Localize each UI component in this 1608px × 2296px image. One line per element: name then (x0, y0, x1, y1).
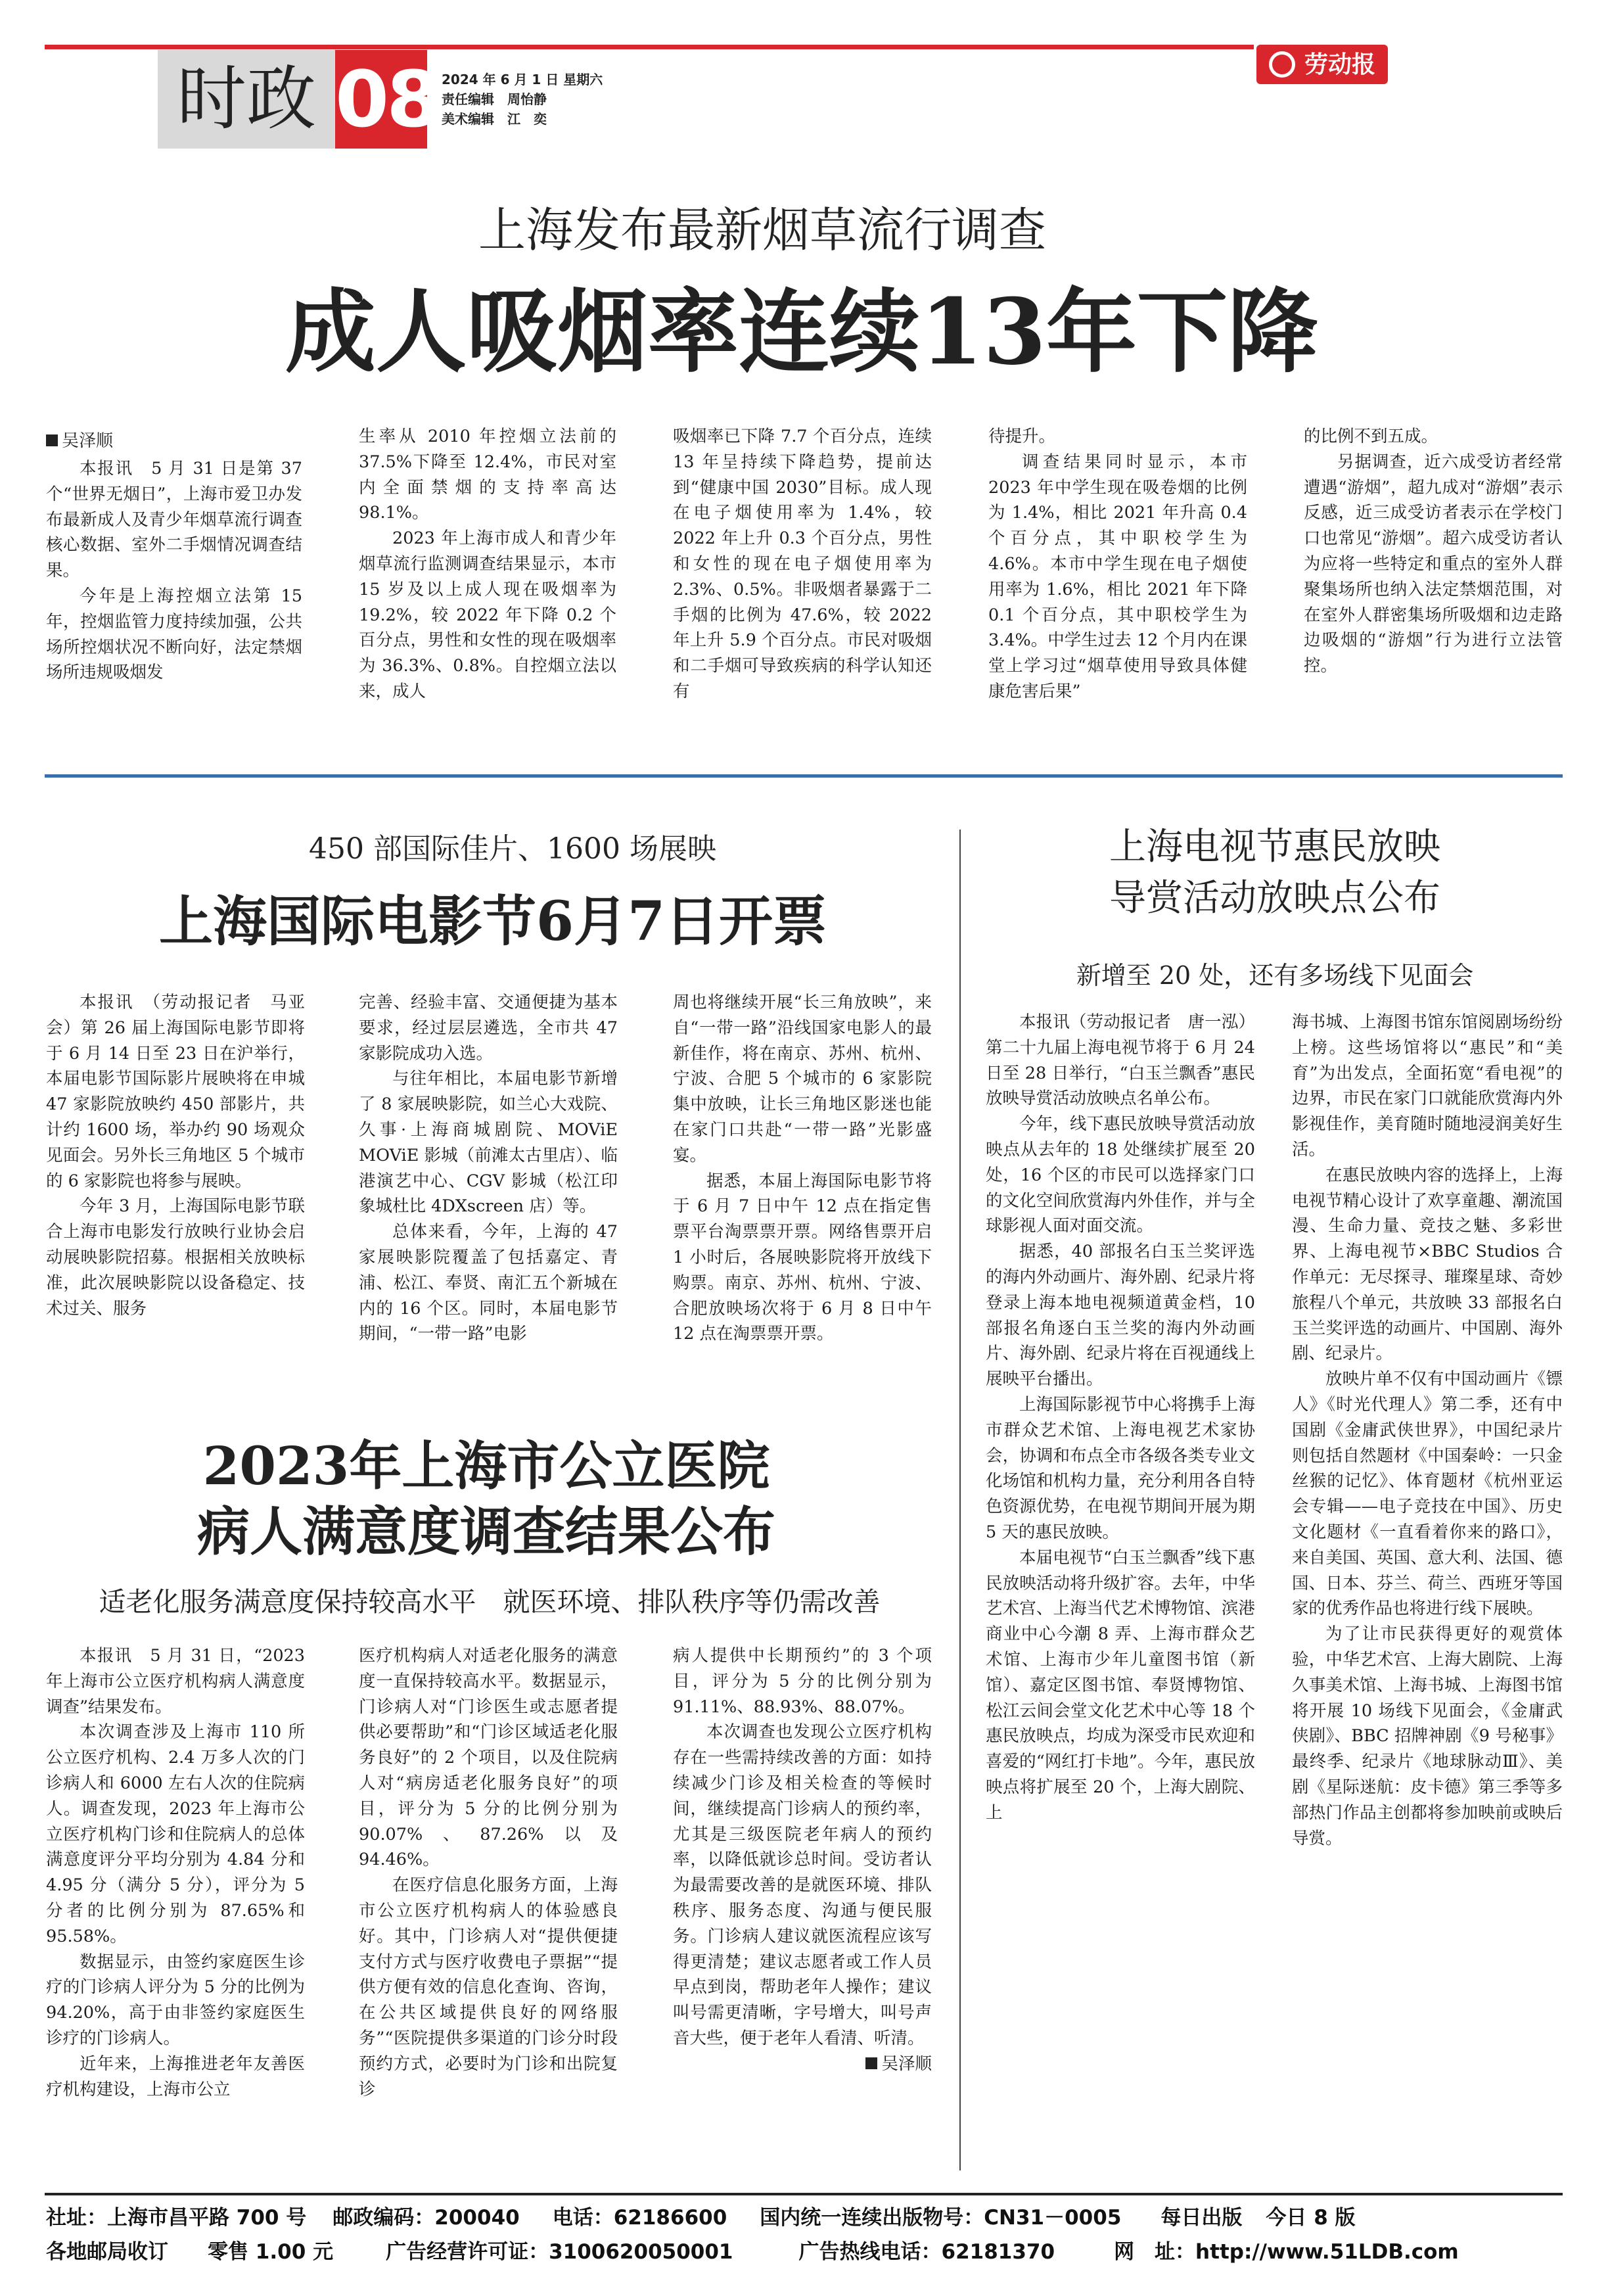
section-label: 时政 (158, 50, 335, 149)
column-divider (959, 830, 961, 2170)
article1-column-2: 生率从 2010 年控烟立法前的 37.5%下降至 12.4%，市民对室内全面禁烟的支持率高达 98.1%。 2023 年上海市成人和青少年烟草流行监测调查结果显示，本市 15 岁及以上成人现在吸烟率为 19.2%，较 2022 年下降 0.2 个百分点，男性和女性的现在吸烟率为 36.3%、0.8%。自控烟立法以来，成人 (359, 427, 616, 701)
footer-price: 零售 1.00 元 (208, 2240, 334, 2264)
article4-subhead: 适老化服务满意度保持较高水平 就医环境、排队秩序等仍需改善 (99, 1586, 881, 1618)
section-divider (45, 774, 1563, 778)
article4-headline-line1: 2023年上海市公立医院 (202, 1435, 770, 1497)
article4-headline-line2: 病人满意度调查结果公布 (197, 1501, 775, 1562)
article3-subhead: 新增至 20 处，还有多场线下见面会 (1076, 961, 1474, 990)
article1-column-5: 的比例不到五成。 另据调查，近六成受访者经常遭遇“游烟”，超九成对“游烟”表示反感，近三成受访者表示在学校门口也常见“游烟”。超六成受访者认为应将一些特定和重点的室外人群聚集场所也纳入法定禁烟范围，对在室外人群密集场所吸烟和边走路边吸烟的“游烟”行为进行立法管控。 (1304, 427, 1563, 676)
article3-column-2: 海书城、上海图书馆东馆阅剧场纷纷上榜。这些场馆将以“惠民”和“美育”为出发点，全面拓宽“看电视”的边界，市民在家门口就能欣赏海内外影视佳作，美育随时随地浸润美好生活。 在惠民放映内容的选择上，上海电视节精心设计了欢享童趣、潮流国漫、生命力量、竞技之魅、多彩世界、上海电视节×BBC Studios 合作单元：无尽探寻、璀璨星球、奇妙旅程八个单元，共放映 33 部报名白玉兰奖评选的动画片、中国剧、海外剧、纪录片。 放映片单不仅有中国动画片《镖人》《时光代理人》第二季，还有中国剧《金庸武侠世界》，中国纪录片则包括自然题材《中国秦岭：一只金丝猴的记忆》、体育题材《杭州亚运会专辑——电子竞技在中国》、历史文化题材《一直看着你来的路口》，来自美国、英国、意大利、法国、德国、日本、芬兰、荷兰、西班牙等国家的优秀作品也将进行线下展映。 为了让市民获得更好的观赏体验，中华艺术宫、上海大剧院、上海久事美术馆、上海书城、上海图书馆将开展 10 场线下见面会，《金庸武侠剧》、BBC 招牌神剧《9 号秘事》最终季、纪录片《地球脉动Ⅲ》、美剧《星际迷航：皮卡德》第三季等多部热门作品主创都将参加映前或映后导赏。 (1292, 1012, 1563, 1848)
article2-headline: 上海国际电影节6月7日开票 (158, 890, 827, 953)
footer-subscription: 各地邮局收订 (46, 2240, 168, 2264)
issue-date: 2024 年 6 月 1 日 星期六 (442, 72, 603, 87)
article1-byline: 吴泽顺 (46, 427, 113, 452)
article2-column-2: 完善、经验丰富、交通便捷为基本要求，经过层层遴选，全市共 47 家影院成功入选。 与往年相比，本届电影节新增了 8 家展映影院，如兰心大戏院、久事·上海商城剧院、MOViE MOViE 影城（前滩太古里店）、临港演艺中心、CGV 影城（松江印象城杜比 4DXscreen 店）等。 总体来看，今年，上海的 47 家展映影院覆盖了包括嘉定、青浦、松江、奉贤、南汇五个新城在内的 16 个区。同时，本届电影节期间，“一带一路”电影 (359, 993, 618, 1344)
article4-column-2: 医疗机构病人对适老化服务的满意度一直保持较高水平。数据显示，门诊病人对“门诊医生或志愿者提供必要帮助”和“门诊区域适老化服务良好”的 2 个项目，以及住院病人对“病房适老化服务良好”的项目，评分为 5 分的比例分别为 90.07%、87.26%以及 94.46%。 在医疗信息化服务方面，上海市公立医疗机构病人的体验感良好。其中，门诊病人对“提供便捷支付方式与医疗收费电子票据”“提供方便有效的信息化查询、咨询，在公共区域提供良好的网络服务”“医院提供多渠道的门诊分时段预约方式，必要时为门诊和出院复诊 (359, 1646, 618, 2099)
article4-byline: 吴泽顺 (673, 2051, 932, 2077)
top-red-rule (45, 45, 1254, 49)
footer-address: 社址：上海市昌平路 700 号 (46, 2206, 307, 2230)
page-number: 08 (335, 50, 427, 149)
footer-row-2 (46, 2235, 1459, 2264)
article4-column-1: 本报讯 5 月 31 日，“2023 年上海市公立医疗机构病人满意度调查”结果发布。 本次调查涉及上海市 110 所公立医疗机构、2.4 万多人次的门诊病人和 6000 左右人次的住院病人。调查发现，2023 年上海市公立医疗机构门诊和住院病人的总体满意度评分平均分别为 4.84 分和 4.95 分（满分 5 分），评分为 5 分者的比例分别为 87.65%和 95.58%。 数据显示，由签约家庭医生诊疗的门诊病人评分为 5 分的比例为 94.20%，高于由非签约家庭医生诊疗的门诊病人。 近年来，上海推进老年友善医疗机构建设，上海市公立 (46, 1646, 305, 2099)
article3-headline-line1: 上海电视节惠民放映 (1109, 826, 1440, 868)
newspaper-logo (1256, 45, 1388, 84)
byline-square-icon (46, 434, 58, 446)
article1-kicker: 上海发布最新烟草流行调查 (478, 202, 1046, 258)
article1-column-4: 待提升。 调查结果同时显示，本市 2023 年中学生现在吸卷烟的比例为 1.4%，相比 2021 年升高 0.4 个百分点，其中职校学生为 4.6%。本市中学生现在电子烟使用率为 1.6%，相比 2021 年下降 0.1 个百分点，其中职校学生为 3.4%。中学生过去 12 个月内在课堂上学习过“烟草使用导致具体健康危害后果” (988, 427, 1247, 701)
footer-rule (45, 2193, 1563, 2195)
article4-headline (53, 1433, 920, 1564)
article2-column-3: 周也将继续开展“长三角放映”，来自“一带一路”沿线国家电影人的最新佳作，将在南京、苏州、杭州、宁波、合肥 5 个城市的 6 家影院集中放映，让长三角地区影迷也能在家门口共赴“一带一路”光影盛宴。 据悉，本届上海国际电影节将于 6 月 7 日中午 12 点在指定售票平台淘票票开票。网络售票开启 1 小时后，各展映影院将开放线下购票。南京、苏州、杭州、宁波、合肥放映场次将于 6 月 8 日中午 12 点在淘票票开票。 (673, 993, 932, 1344)
article2-kicker: 450 部国际佳片、1600 场展映 (309, 832, 716, 866)
footer-ad-hotline: 广告热线电话：62181370 (798, 2240, 1055, 2264)
footer-ad-license: 广告经营许可证：3100620050001 (386, 2240, 733, 2264)
article2-column-1: 本报讯 （劳动报记者 马亚会）第 26 届上海国际电影节即将于 6 月 14 日至 23 日在沪举行，本届电影节国际影片展映将在申城 47 家影院放映约 450 部影片，共计约 1600 场，举办约 90 场观众见面会。另外长三角地区 5 个城市的 6 家影院也将参与展映。 今年 3 月，上海国际电影节联合上海市电影发行放映行业协会启动展映影院招募。根据相关放映标准，此次展映影院以设备稳定、技术过关、服务 (46, 993, 305, 1319)
editor-credit: 责任编辑 周怡静 (442, 91, 547, 107)
footer-postcode: 邮政编码：200040 (333, 2206, 520, 2230)
article3-headline-line2: 导赏活动放映点公布 (1109, 877, 1440, 920)
footer-row-1 (46, 2201, 1356, 2230)
article1-headline: 成人吸烟率连续13年下降 (285, 278, 1319, 385)
article1-column-1: 本报讯 5 月 31 日是第 37 个“世界无烟日”，上海市爱卫办发布最新成人及青少年烟草流行调查核心数据、室外二手烟情况调查结果。 今年是上海控烟立法第 15 年，控烟监管力度持续加强，公共场所控烟状况不断向好，法定禁烟场所违规吸烟发 (46, 459, 302, 683)
laodongbao-logo-icon (1269, 51, 1295, 78)
footer-cn-number: 国内统一连续出版物号：CN31－0005 (760, 2206, 1122, 2230)
footer-pages: 今日 8 版 (1266, 2206, 1356, 2230)
footer-frequency: 每日出版 (1160, 2206, 1243, 2230)
footer-website[interactable]: 网 址：http://www.51LDB.com (1114, 2240, 1459, 2264)
article3-headline (986, 822, 1564, 924)
masthead-meta (442, 70, 603, 129)
footer-phone: 电话：62186600 (552, 2206, 727, 2230)
article3-column-1: 本报讯（劳动报记者 唐一泓）第二十九届上海电视节将于 6 月 24 日至 28 日举行，“白玉兰飘香”惠民放映导赏活动放映点名单公布。 今年，线下惠民放映导赏活动放映点从去年的 18 处继续扩展至 20 处，16 个区的市民可以选择家门口的文化空间欣赏海内外佳作，并与全球影视人面对面交流。 据悉，40 部报名白玉兰奖评选的海内外动画片、海外剧、纪录片将登录上海本地电视频道黄金档，10 部报名角逐白玉兰奖的海内外动画片、海外剧、纪录片将在百视通线上展映平台播出。 上海国际影视节中心将携手上海市群众艺术馆、上海电视艺术家协会，协调和布点全市各级各类专业文化场馆和机构力量，充分利用各自特色资源优势，在电视节期间开展为期 5 天的惠民放映。 本届电视节“白玉兰飘香”线下惠民放映活动将升级扩容。去年，中华艺术宫、上海当代艺术博物馆、滨港商业中心今潮 8 弄、上海市群众艺术馆、上海市少年儿童图书馆（新馆）、嘉定区图书馆、奉贤博物馆、松江云间会堂文化艺术中心等 18 个惠民放映点，均成为深受市民欢迎和喜爱的“网红打卡地”。今年，惠民放映点将扩展至 20 个，上海大剧院、上 (986, 1012, 1255, 1823)
article1-column-3: 吸烟率已下降 7.7 个百分点，连续 13 年呈持续下降趋势，提前达到“健康中国 2030”目标。成人现在电子烟使用率为 1.4%，较 2022 年上升 0.3 个百分点，男性和女性的现在电子烟使用率为 2.3%、0.5%。非吸烟者暴露于二手烟的比例为 47.6%，较 2022 年上升 5.9 个百分点。市民对吸烟和二手烟可导致疾病的科学认知还有 (673, 427, 932, 701)
art-editor-credit: 美术编辑 江 奕 (442, 111, 547, 127)
byline-square-icon (865, 2057, 877, 2069)
article4-column-3: 病人提供中长期预约”的 3 个项目，评分为 5 分的比例分别为 91.11%、88.93%、88.07%。 本次调查也发现公立医疗机构存在一些需持续改善的方面：如持续减少门诊及相关检查的等候时间，继续提高门诊病人的预约率，尤其是三级医院老年病人的预约率，以降低就诊总时间。受访者认为最需要改善的是就医环境、排队秩序、服务态度、沟通与便民服务。门诊病人建议就医流程应该写得更清楚；建议志愿者或工作人员早点到岗，帮助老年人操作；建议叫号需更清晰，字号增大，叫号声音大些，便于老年人看清、听清。 吴泽顺 (673, 1643, 932, 2077)
logo-text: 劳动报 (1304, 51, 1375, 78)
